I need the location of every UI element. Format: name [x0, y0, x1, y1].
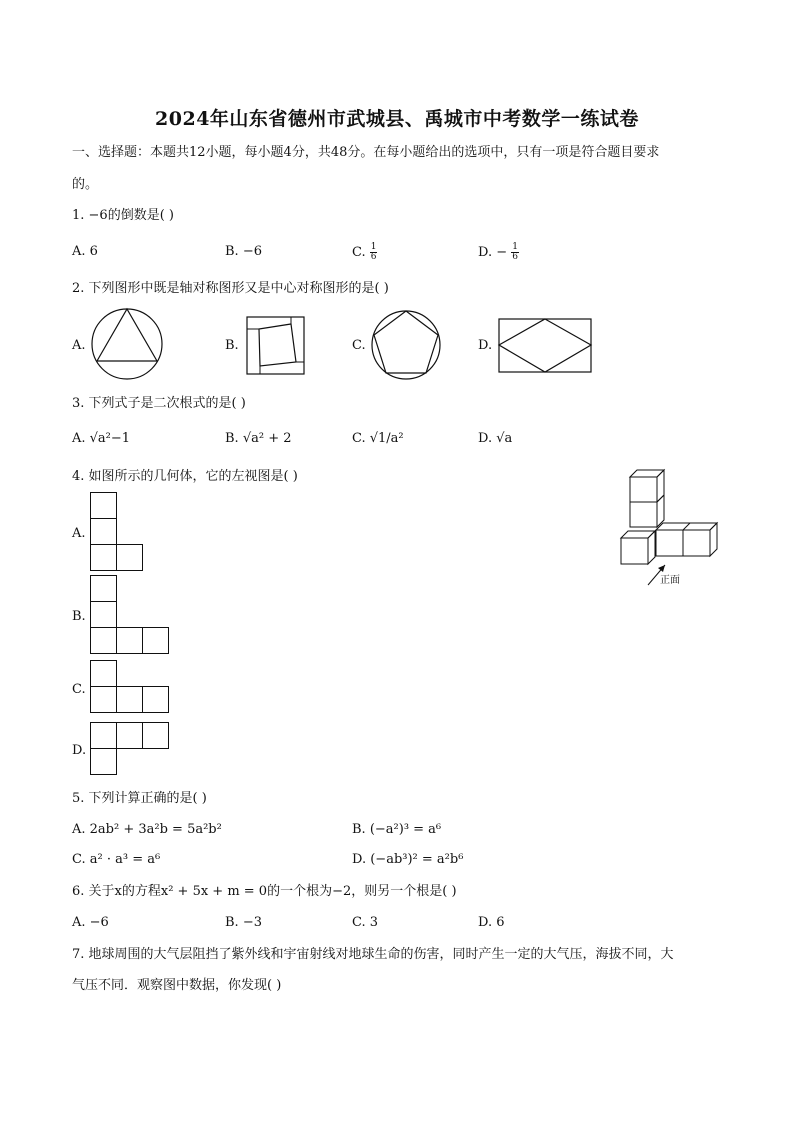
q3-option-c: C. √1/a²	[352, 431, 404, 446]
q4-option-a: A.	[72, 526, 86, 541]
q2-option-b: B.	[225, 338, 239, 353]
rectangle-with-rhombus-figure	[498, 318, 592, 374]
q1-option-a: A. 6	[72, 244, 98, 259]
q5-stem: 5. 下列计算正确的是( )	[72, 791, 207, 806]
q3-option-d: D. √a	[478, 431, 513, 446]
page-title: 2024年山东省德州市武城县、禹城市中考数学一练试卷	[155, 108, 639, 130]
fraction-denominator: 6	[512, 252, 518, 262]
q2-option-d: D.	[478, 338, 493, 353]
circle-with-triangle-figure	[90, 307, 166, 383]
q5-option-a: A. 2ab² + 3a²b = 5a²b²	[72, 822, 222, 837]
q1-stem: 1. −6的倒数是( )	[72, 208, 174, 223]
q5-option-b: B. (−a²)³ = a⁶	[352, 822, 442, 837]
q5-option-d: D. (−ab³)² = a²b⁶	[352, 852, 464, 867]
q6-option-d: D. 6	[478, 915, 505, 930]
q1-option-d-label: D. −	[478, 245, 508, 260]
q5-option-c: C. a² · a³ = a⁶	[72, 852, 161, 867]
q1-option-d-fraction	[511, 243, 519, 262]
section-heading-line1: 一、选择题：本题共12小题，每小题4分，共48分。在每小题给出的选项中，只有一项是符合题目要求	[72, 145, 660, 160]
q6-option-c: C. 3	[352, 915, 379, 930]
q2-stem: 2. 下列图形中既是轴对称图形又是中心对称图形的是( )	[72, 281, 389, 296]
q6-stem: 6. 关于x的方程x² + 5x + m = 0的一个根为−2，则另一个根是( )	[72, 884, 457, 899]
q1-option-d	[478, 243, 519, 262]
q4-option-b: B.	[72, 609, 86, 624]
q6-option-a: A. −6	[72, 915, 109, 930]
q2-option-a: A.	[72, 338, 86, 353]
fraction-numerator: 1	[512, 242, 518, 252]
front-view-label: 正面	[660, 575, 680, 586]
fraction-numerator: 1	[370, 242, 377, 252]
q7-stem-line1: 7. 地球周围的大气层阻挡了紫外线和宇宙射线对地球生命的伤害，同时产生一定的大气压，海拔不同，大	[72, 947, 674, 962]
section-heading-line2: 的。	[72, 177, 99, 192]
q4-option-d: D.	[72, 743, 87, 758]
left-view-option-c-figure	[90, 660, 172, 716]
q1-option-c	[352, 243, 377, 262]
q4-option-c: C.	[72, 682, 86, 697]
q1-option-c-fraction	[370, 243, 378, 262]
square-with-rotated-square-figure	[246, 316, 306, 376]
q3-option-b: B. √a² + 2	[225, 431, 292, 446]
left-view-option-b-figure	[90, 575, 172, 655]
left-view-option-d-figure	[90, 722, 172, 778]
q3-stem: 3. 下列式子是二次根式的是( )	[72, 396, 246, 411]
circle-with-pentagon-figure	[370, 309, 442, 381]
fraction-denominator: 6	[370, 252, 377, 262]
q1-option-c-label: C.	[352, 245, 370, 260]
left-view-option-a-figure	[90, 492, 144, 572]
q6-option-b: B. −3	[225, 915, 262, 930]
q1-option-b: B. −6	[225, 244, 262, 259]
q7-stem-line2: 气压不同．观察图中数据，你发现( )	[72, 978, 282, 993]
q4-stem: 4. 如图所示的几何体，它的左视图是( )	[72, 469, 298, 484]
q3-option-a: A. √a²−1	[72, 431, 131, 446]
q2-option-c: C.	[352, 338, 366, 353]
